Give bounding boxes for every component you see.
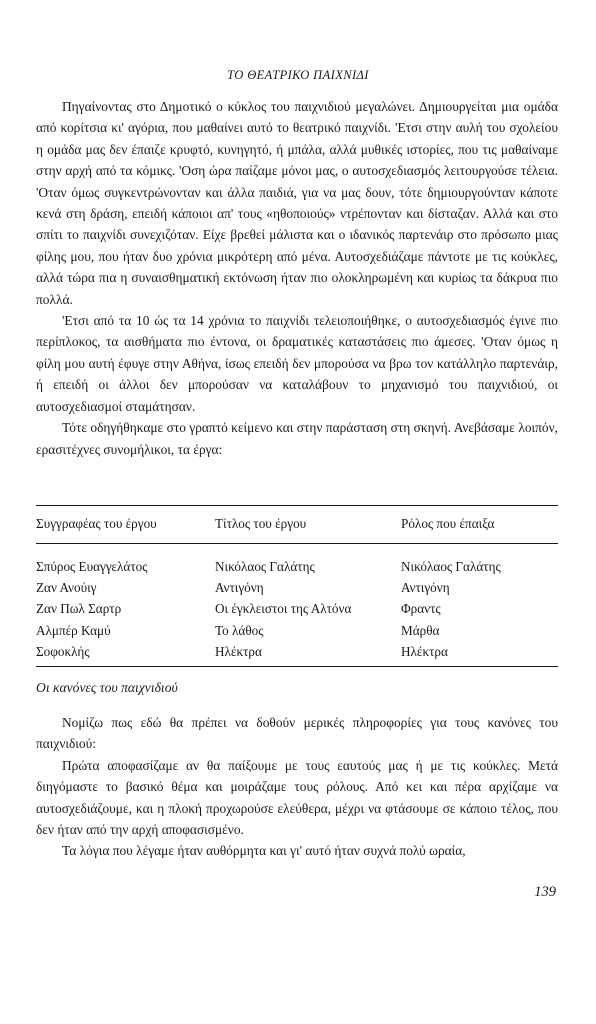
table-cell-role: Ηλέκτρα xyxy=(401,641,558,667)
table-cell-role: Φραντς xyxy=(401,601,441,617)
table-cell-title: Ηλέκτρα xyxy=(215,641,401,667)
table-header-title: Τίτλος του έργου xyxy=(215,506,401,544)
table-cell-author: Αλμπέρ Καμύ xyxy=(36,622,111,638)
table-cell-author: Σοφοκλής xyxy=(36,641,215,667)
table-cell-role: Αντιγόνη xyxy=(401,580,450,596)
table-header-author: Συγγραφέας του έργου xyxy=(36,506,215,544)
table-cell-title: Οι έγκλειστοι της Αλτόνα xyxy=(215,601,352,617)
table-row xyxy=(36,577,558,598)
table-cell-author: Ζαν Πωλ Σαρτρ xyxy=(36,601,122,617)
paragraph: Τότε οδηγήθηκαμε στο γραπτό κείμενο και στην παράσταση στη σκηνή. Ανεβάσαμε λοιπόν, ερασιτέχνες συνομήλικοι, τα έργα: xyxy=(36,420,558,457)
paragraph: 'Ετσι από τα 10 ώς τα 14 χρόνια το παιχνίδι τελειοποιήθηκε, ο αυτοσχεδιασμός έγινε πιο περίπλοκος, τα αισθήματα πιο έντονα, οι δραματικές καταστάσεις πιο άμεσες. 'Οταν όμως η φίλη μου αυτή έφυγε στην Αθήνα, ίσως επειδή δεν μπορούσα να βρω τον κατάλληλο παρτενάιρ, ή επειδή οι άλλοι δεν μπορούσαν να καταλάβουν το μηχανισμό του παιχνιδιού, οι αυτοσχεδιασμοί σταμάτησαν. xyxy=(36,313,558,414)
paragraph: Πηγαίνοντας στο Δημοτικό ο κύκλος του παιχνιδιού μεγαλώνει. Δημιουργείται μια ομάδα από κορίτσια κι' αγόρια, που μαθαίνει αυτό το θεατρικό παιχνίδι. 'Ετσι στην αυλή του σχολείου η ομάδα μας δεν έπαιζε κρυφτό, κυνηγητό, ή μπάλα, αλλά μυθικές ιστορίες, που τις μαθαίναμε στην αρχή από τα κόμικς. 'Οση ώρα παίζαμε μόνοι μας, ο αυτοσχεδιασμός λειτουργούσε τέλεια. 'Οταν όμως συγκεντρώνονταν και άλλα παιδιά, για να μας δουν, τότε δημιουργούνταν κάποτε κενά στη δράση, επειδή κάποιοι απ' τους «ηθοποιούς» ντρέπονταν και δίσταζαν. Αλλά και στο σπίτι το παιχνίδι συνεχιζόταν. Είχε βρεθεί μάλιστα και ο ιδανικός παρτενάιρ στο πρόσωπο μιας φίλης μου, που ήταν δυο χρόνια μικρότερη από μένα. Αυτοσχεδιάζαμε πάντοτε με τις κούκλες, αλλά τώρα πια η συναισθηματική εκτόνωση ήταν πιο ολοκληρωμένη και κυρίως τα δάκρυα πιο πολλά. xyxy=(36,99,558,307)
table-header-role: Ρόλος που έπαιξα xyxy=(401,506,558,544)
plays-table xyxy=(36,505,558,667)
table-cell-author: Ζαν Ανούιγ xyxy=(36,580,97,596)
section-heading: Οι κανόνες του παιχνιδιού xyxy=(36,680,178,695)
paragraph: Πρώτα αποφασίζαμε αν θα παίξουμε με τους εαυτούς μας ή με τις κούκλες. Μετά διηγόμαστε το βασικό θέμα και μοιράζαμε τους ρόλους. Από κει και πέρα αρχίζαμε να αυτοσχεδιάζουμε, και η πλοκή προχωρούσε ελεύθερα, μέχρι να φτάσουμε σε κάποιο τέλος, που δεν ήταν από την αρχή αποφασισμένο. xyxy=(36,757,558,838)
table-cell-title: Αντιγόνη xyxy=(215,580,264,596)
table-row xyxy=(36,598,558,619)
table-cell-role: Μάρθα xyxy=(401,622,440,638)
table-cell-role: Νικόλαος Γαλάτης xyxy=(401,559,501,574)
table-cell-author: Σπύρος Ευαγγελάτος xyxy=(36,559,148,574)
table-row xyxy=(36,544,558,578)
body-text-bottom xyxy=(36,712,558,862)
page-number: 139 xyxy=(534,884,556,900)
table-cell-title: Το λάθος xyxy=(215,622,264,638)
table-row xyxy=(36,641,558,667)
table-row xyxy=(36,620,558,641)
paragraph: Νομίζω πως εδώ θα πρέπει να δοθούν μερικές πληροφορίες για τους κανόνες του παιχνιδιού: xyxy=(36,715,558,752)
running-head: ΤΟ ΘΕΑΤΡΙΚΟ ΠΑΙΧΝΙΔΙ xyxy=(227,68,369,82)
table-cell-title: Νικόλαος Γαλάτης xyxy=(215,559,315,574)
paragraph: Τα λόγια που λέγαμε ήταν αυθόρμητα και γι' αυτό ήταν συχνά πολύ ωραία, xyxy=(62,843,466,859)
body-text-top xyxy=(36,96,558,460)
